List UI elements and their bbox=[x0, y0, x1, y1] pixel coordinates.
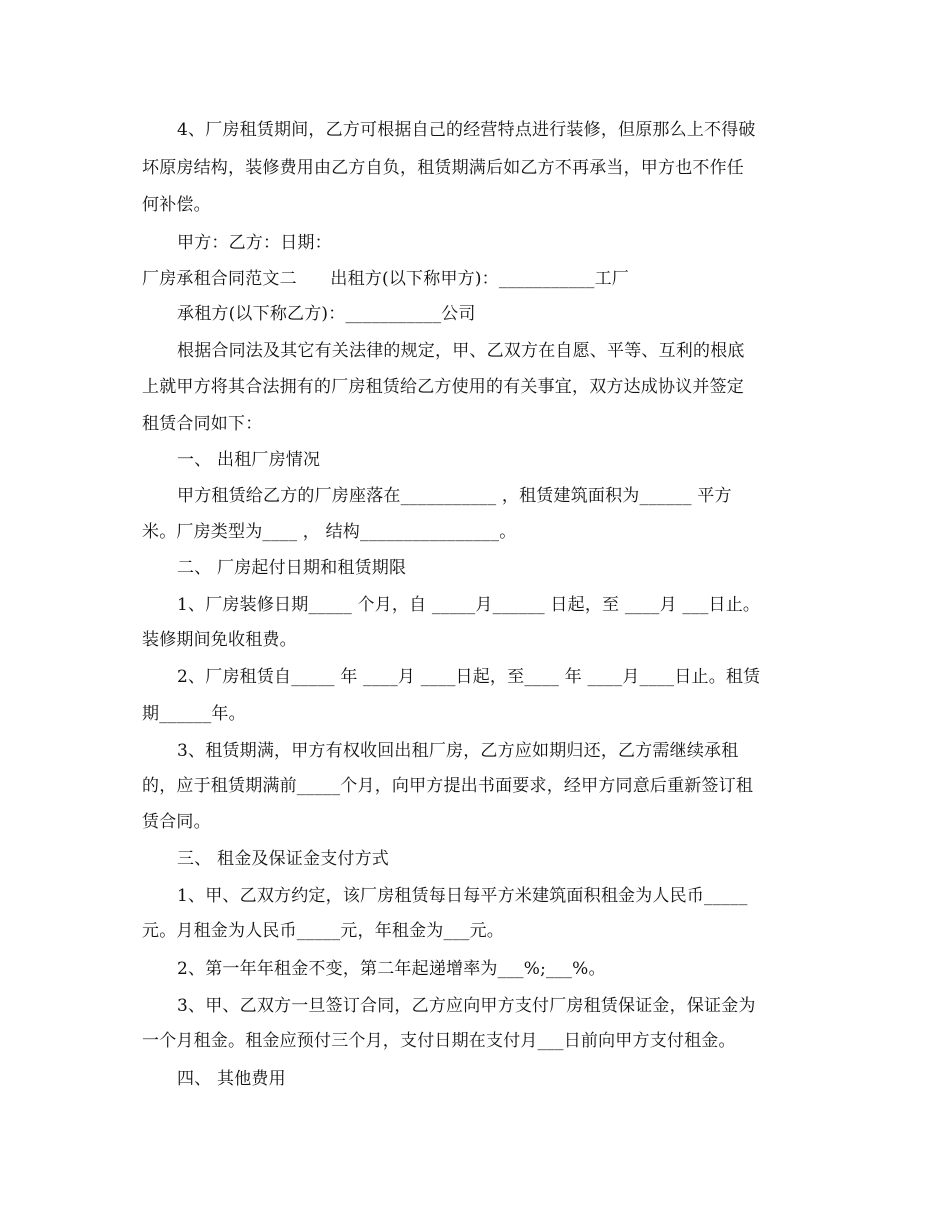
section-2-item-1-line-2: 装修期间免收租费。 bbox=[142, 630, 297, 650]
section-2-item-3-line-3: 赁合同。 bbox=[142, 812, 211, 832]
contract-title-and-lessor: 厂房承租合同范文二 出租方(以下称甲方)：___________工厂 bbox=[142, 269, 629, 289]
section-3-item-3-line-1: 3、甲、乙双方一旦签订合同，乙方应向甲方支付厂房租赁保证金，保证金为 bbox=[177, 996, 756, 1016]
preamble-line-1: 根据合同法及其它有关法律的规定，甲、乙双方在自愿、平等、互利的根底 bbox=[177, 341, 745, 361]
preamble-line-3: 租赁合同如下： bbox=[142, 414, 263, 434]
section-1-line-1: 甲方租赁给乙方的厂房座落在___________ ，租赁建筑面积为______ 平方 bbox=[177, 486, 732, 506]
section-3-item-1-line-2: 元。月租金为人民币_____元，年租金为___元。 bbox=[142, 921, 504, 941]
section-2-heading: 二、 厂房起付日期和租赁期限 bbox=[177, 558, 407, 578]
section-1-line-2: 米。厂房类型为____ ， 结构________________。 bbox=[142, 522, 517, 542]
section-3-item-2: 2、第一年年租金不变，第二年起递增率为___%;___%。 bbox=[177, 959, 606, 979]
section-3-item-3-line-2: 一个月租金。租金应预付三个月，支付日期在支付月___日前向甲方支付租金。 bbox=[142, 1031, 736, 1051]
section-2-item-2-line-1: 2、厂房租赁自_____ 年 ____月 ____日起，至____ 年 ____月____日止。租赁 bbox=[177, 667, 761, 687]
lessee-line: 承租方(以下称乙方)：___________公司 bbox=[177, 304, 476, 324]
signature-line: 甲方：乙方：日期： bbox=[177, 233, 332, 253]
section-4-heading: 四、 其他费用 bbox=[177, 1069, 286, 1089]
paragraph-4-line-3: 何补偿。 bbox=[142, 195, 211, 215]
section-1-heading: 一、 出租厂房情况 bbox=[177, 450, 321, 470]
section-2-item-3-line-1: 3、租赁期满，甲方有权收回出租厂房，乙方应如期归还，乙方需继续承租 bbox=[177, 741, 739, 761]
section-3-heading: 三、 租金及保证金支付方式 bbox=[177, 849, 390, 869]
preamble-line-2: 上就甲方将其合法拥有的厂房租赁给乙方使用的有关事宜，双方达成协议并签定 bbox=[142, 377, 744, 397]
paragraph-4-line-1: 4、厂房租赁期间，乙方可根据自己的经营特点进行装修，但原那么上不得破 bbox=[177, 120, 756, 140]
paragraph-4-line-2: 坏原房结构，装修费用由乙方自负，租赁期满后如乙方不再承当，甲方也不作任 bbox=[142, 158, 744, 178]
section-2-item-1-line-1: 1、厂房装修日期_____ 个月，自 _____月______ 日起，至 ____月 ___日止。 bbox=[177, 595, 761, 615]
section-3-item-1-line-1: 1、甲、乙双方约定，该厂房租赁每日每平方米建筑面积租金为人民币_____ bbox=[177, 886, 748, 906]
section-2-item-3-line-2: 的，应于租赁期满前_____个月，向甲方提出书面要求，经甲方同意后重新签订租 bbox=[142, 776, 754, 796]
section-2-item-2-line-2: 期______年。 bbox=[142, 704, 246, 724]
